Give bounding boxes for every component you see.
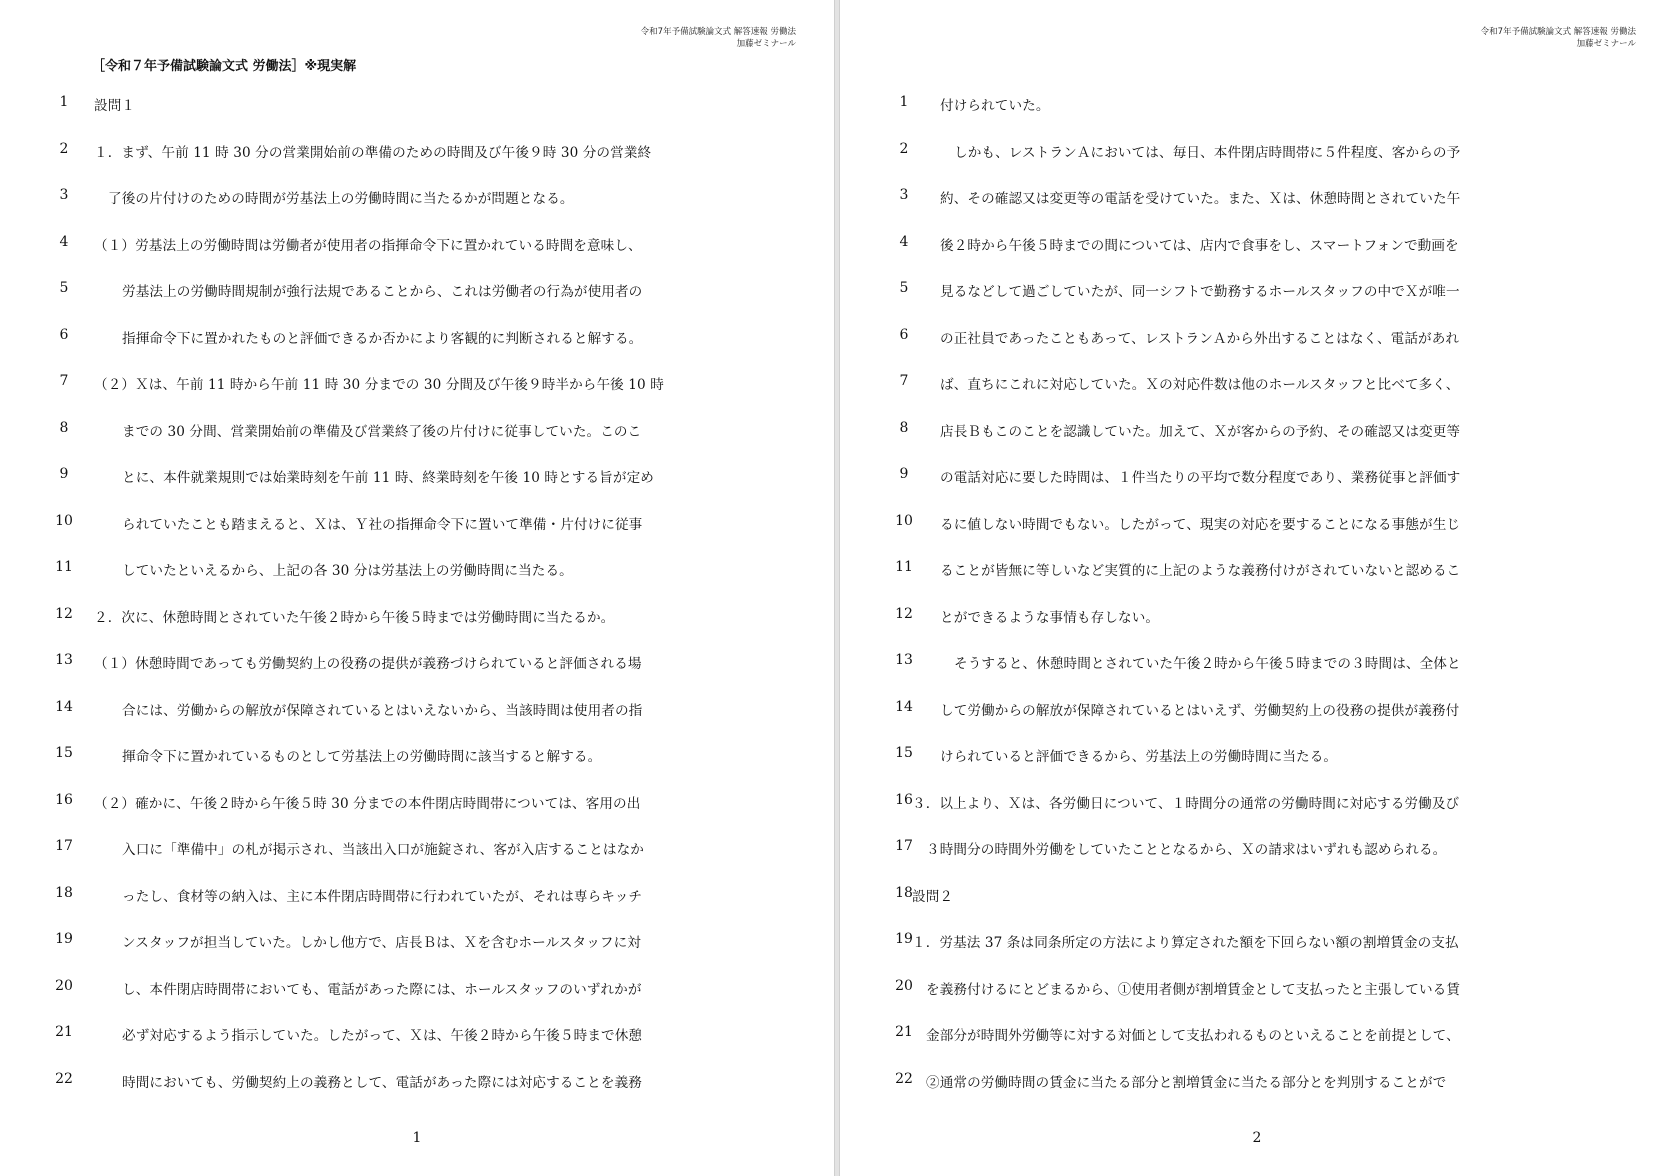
- line-text: ンスタッフが担当していた。しかし他方で、店長Ｂは、Ｘを含むホールスタッフに対: [122, 935, 641, 951]
- line-number: 20: [895, 977, 913, 994]
- line-number: 8: [59, 419, 69, 436]
- text-line: [840, 972, 1669, 1019]
- text-line: [840, 693, 1669, 740]
- text-line: [0, 414, 834, 461]
- line-text: 了後の片付けのための時間が労基法上の労働時間に当たるかが問題となる。: [108, 191, 574, 207]
- text-line: [840, 507, 1669, 554]
- header-line-1: 令和7年予備試験論文式 解答速報 労働法: [1480, 27, 1636, 37]
- line-number: 1: [899, 94, 909, 110]
- text-line: [0, 88, 834, 135]
- line-number: 1: [59, 94, 69, 110]
- line-text: して労働からの解放が保障されているとはいえず、労働契約上の役務の提供が義務付: [940, 702, 1460, 719]
- page-2: [840, 0, 1669, 1176]
- text-line: [840, 832, 1669, 879]
- text-line: [0, 321, 834, 368]
- line-text: していたといえるから、上記の各 30 分は労基法上の労働時間に当たる。: [122, 563, 573, 579]
- page-number: 2: [1252, 1130, 1262, 1146]
- line-number: 9: [899, 466, 909, 482]
- text-line: [0, 1065, 834, 1112]
- text-line: [0, 646, 834, 693]
- text-line: [0, 600, 834, 647]
- line-text: （２）確かに、午後２時から午後５時 30 分までの本件閉店時間帯については、客用の出: [94, 795, 641, 812]
- text-line: [840, 553, 1669, 600]
- line-number: 22: [895, 1070, 913, 1087]
- line-text: ２．次に、休憩時間とされていた午後２時から午後５時までは労働時間に当たるか。: [94, 609, 615, 626]
- line-number: 13: [55, 652, 73, 668]
- text-line: [840, 135, 1669, 182]
- line-text: とに、本件就業規則では始業時刻を午前 11 時、終業時刻を午後 10 時とする旨が定め: [122, 470, 654, 486]
- text-line: [840, 181, 1669, 228]
- page-number: 1: [412, 1130, 422, 1146]
- line-text: 指揮命令下に置かれたものと評価できるか否かにより客観的に判断されると解する。: [122, 330, 643, 347]
- line-text: 後２時から午後５時までの間については、店内で食事をし、スマートフォンで動画を: [940, 237, 1459, 254]
- text-line: [0, 925, 834, 972]
- line-number: 17: [55, 838, 73, 854]
- line-number: 10: [895, 512, 913, 529]
- line-text: 時間においても、労働契約上の義務として、電話があった際には対応することを義務: [122, 1074, 642, 1091]
- text-line: [0, 553, 834, 600]
- line-text: しかも、レストランＡにおいては、毎日、本件閉店時間帯に５件程度、客からの予: [954, 144, 1461, 161]
- line-text: の正社員であったこともあって、レストランＡから外出することはなく、電話があれ: [940, 330, 1460, 347]
- line-number: 15: [55, 745, 73, 761]
- line-text: 労基法上の労働時間規制が強行法規であることから、これは労働者の行為が使用者の: [122, 284, 643, 300]
- line-number: 9: [59, 466, 69, 482]
- line-number: 15: [895, 745, 913, 761]
- text-line: [0, 367, 834, 414]
- text-line: [0, 135, 834, 182]
- line-number: 3: [899, 187, 909, 203]
- line-text: 必ず対応するよう指示していた。したがって、Ｘは、午後２時から午後５時まで休憩: [122, 1028, 643, 1044]
- text-line: [840, 1018, 1669, 1065]
- line-text: 見るなどして過ごしていたが、同一シフトで勤務するホールスタッフの中でＸが唯一: [940, 284, 1460, 300]
- line-number: 3: [59, 187, 69, 203]
- text-line: [840, 228, 1669, 275]
- text-line: [840, 321, 1669, 368]
- line-text: 合には、労働からの解放が保障されているとはいえないから、当該時間は使用者の指: [122, 702, 643, 719]
- text-line: [840, 646, 1669, 693]
- text-line: [0, 1018, 834, 1065]
- header-line-2: 加藤ゼミナール: [1576, 39, 1636, 49]
- line-number: 12: [55, 605, 73, 622]
- text-line: [840, 88, 1669, 135]
- line-number: 11: [895, 559, 913, 575]
- line-text: １．労基法 37 条は同条所定の方法により算定された額を下回らない額の割増賃金の支払: [912, 935, 1459, 951]
- line-number: 7: [899, 373, 909, 389]
- text-line: [840, 414, 1669, 461]
- text-line: [0, 972, 834, 1019]
- line-text: けられていると評価できるから、労基法上の労働時間に当たる。: [940, 749, 1338, 765]
- text-line: [0, 460, 834, 507]
- page-header: [641, 26, 796, 50]
- line-text: ることが皆無に等しいなど実質的に上記のような義務付けがされていないと認めるこ: [940, 563, 1461, 579]
- line-number: 20: [55, 977, 73, 994]
- line-text: を義務付けるにとどまるから、①使用者側が割増賃金として支払ったと主張している賃: [926, 981, 1461, 998]
- line-text: ３．以上より、Ｘは、各労働日について、１時間分の通常の労働時間に対応する労働及び: [912, 795, 1460, 812]
- text-line: [0, 832, 834, 879]
- line-text: 店長Ｂもこのことを認識していた。加えて、Ｘが客からの予約、その確認又は変更等: [940, 423, 1461, 440]
- line-number: 19: [55, 931, 73, 947]
- text-line: [840, 460, 1669, 507]
- line-number: 8: [899, 419, 909, 436]
- line-text: 設問１: [94, 98, 136, 114]
- line-text: ３時間分の時間外労働をしていたこととなるから、Ｘの請求はいずれも認められる。: [926, 842, 1447, 858]
- line-number: 13: [895, 652, 913, 668]
- text-lines: [0, 88, 834, 1111]
- line-text: までの 30 分間、営業開始前の準備及び営業終了後の片付けに従事していた。このこ: [122, 423, 642, 440]
- text-line: [840, 1065, 1669, 1112]
- text-line: [840, 739, 1669, 786]
- line-text: 金部分が時間外労働等に対する対価として支払われるものといえることを前提として、: [926, 1028, 1460, 1044]
- line-number: 12: [895, 605, 913, 622]
- text-line: [840, 925, 1669, 972]
- line-number: 6: [59, 326, 69, 343]
- page-header: [1481, 26, 1636, 50]
- line-text: ば、直ちにこれに対応していた。Ｘの対応件数は他のホールスタッフと比べて多く、: [940, 377, 1460, 393]
- line-number: 6: [899, 326, 909, 343]
- line-text: 設問２: [912, 888, 954, 905]
- line-text: 約、その確認又は変更等の電話を受けていた。また、Ｘは、休憩時間とされていた午: [940, 191, 1461, 207]
- line-number: 14: [55, 698, 73, 715]
- page-1: [0, 0, 834, 1176]
- line-number: 16: [895, 791, 913, 808]
- line-text: るに値しない時間でもない。したがって、現実の対応を要することになる事態が生じ: [940, 516, 1461, 533]
- text-line: [0, 693, 834, 740]
- line-text: １．まず、午前 11 時 30 分の営業開始前の準備のための時間及び午後９時 30 分の営業終: [94, 144, 652, 161]
- line-text: ったし、食材等の納入は、主に本件閉店時間帯に行われていたが、それは専らキッチ: [122, 888, 643, 905]
- line-text: とができるような事情も存しない。: [940, 609, 1160, 626]
- text-line: [840, 274, 1669, 321]
- text-line: [0, 274, 834, 321]
- text-line: [0, 507, 834, 554]
- line-number: 17: [895, 838, 913, 854]
- text-line: [0, 879, 834, 926]
- line-number: 14: [895, 698, 913, 715]
- line-number: 7: [59, 373, 69, 389]
- line-number: 4: [59, 233, 69, 250]
- line-number: 11: [55, 559, 73, 575]
- line-text: （１）休憩時間であっても労働契約上の役務の提供が義務づけられていると評価される場: [94, 656, 642, 672]
- line-number: 18: [55, 884, 73, 901]
- line-number: 5: [59, 280, 69, 296]
- line-number: 10: [55, 512, 73, 529]
- header-line-1: 令和7年予備試験論文式 解答速報 労働法: [640, 27, 796, 37]
- text-line: [840, 879, 1669, 926]
- line-text: ②通常の労働時間の賃金に当たる部分と割増賃金に当たる部分とを判別することがで: [926, 1074, 1447, 1091]
- line-text: 揮命令下に置かれているものとして労基法上の労働時間に該当すると解する。: [122, 749, 602, 765]
- line-text: られていたことも踏まえると、Ｘは、Ｙ社の指揮命令下に置いて準備・片付けに従事: [122, 516, 643, 533]
- line-text: そうすると、休憩時間とされていた午後２時から午後５時までの３時間は、全体と: [954, 656, 1461, 672]
- line-number: 4: [899, 233, 909, 250]
- header-line-2: 加藤ゼミナール: [736, 39, 796, 49]
- line-number: 2: [899, 140, 909, 157]
- line-text: 入口に「準備中」の札が掲示され、当該出入口が施錠され、客が入店することはなか: [122, 842, 644, 858]
- line-text: （１）労基法上の労働時間は労働者が使用者の指揮命令下に置かれている時間を意味し、: [94, 237, 642, 254]
- text-line: [840, 786, 1669, 833]
- line-number: 22: [55, 1070, 73, 1087]
- line-text: の電話対応に要した時間は、１件当たりの平均で数分程度であり、業務従事と評価す: [940, 470, 1461, 486]
- text-line: [0, 181, 834, 228]
- line-number: 5: [899, 280, 909, 296]
- line-text: し、本件閉店時間帯においても、電話があった際には、ホールスタッフのいずれかが: [122, 981, 642, 998]
- text-line: [0, 739, 834, 786]
- line-text: （２）Ｘは、午前 11 時から午前 11 時 30 分までの 30 分間及び午後９時半から午後 10 時: [94, 377, 664, 393]
- text-line: [840, 367, 1669, 414]
- document-title: ［令和７年予備試験論文式 労働法］※現実解: [92, 59, 357, 74]
- line-number: 16: [55, 791, 73, 808]
- text-line: [840, 600, 1669, 647]
- text-lines: [840, 88, 1669, 1111]
- line-number: 21: [895, 1024, 913, 1040]
- line-number: 19: [895, 931, 913, 947]
- line-text: 付けられていた。: [940, 98, 1050, 114]
- line-number: 2: [59, 140, 69, 157]
- line-number: 18: [895, 884, 913, 901]
- line-number: 21: [55, 1024, 73, 1040]
- text-line: [0, 228, 834, 275]
- text-line: [0, 786, 834, 833]
